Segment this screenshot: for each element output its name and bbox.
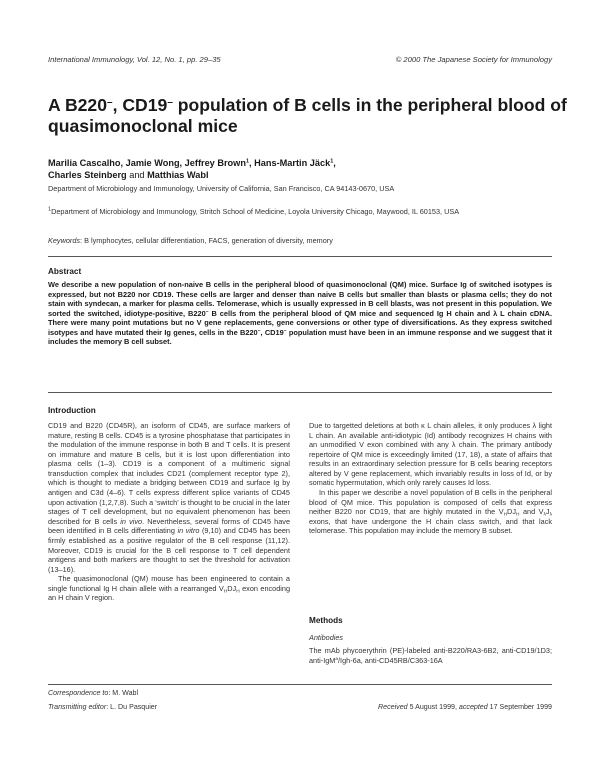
methods-heading: Methods	[309, 616, 343, 625]
copyright-notice: © 2000 The Japanese Society for Immunology	[395, 55, 552, 64]
affiliation-ucsf: Department of Microbiology and Immunology, University of California, San Francisco, CA 94143-0670, USA	[48, 184, 395, 193]
divider-abstract	[48, 392, 552, 393]
left-column	[48, 421, 290, 603]
journal-citation: International Immunology, Vol. 12, No. 1, pp. 29–35	[48, 55, 221, 64]
abstract-text: We describe a new population of non-naive B cells in the peripheral blood of quasimonoclonal (QM) mice. Surface Ig of switched isotypes is expressed, but not B220 nor CD19. These cells are larger and denser than naive B cells but smaller than blasts or plasma cells; they do not stain with syndecan, a marker for plasma cells. Telomerase, which is usually expressed in B cell blasts, was not present in this population. We sorted the switched, idiotype-positive, B220– B cells from the peripheral blood of QM mice and sequenced Ig H chain and λ L chain cDNA. There were many point mutations but no V gene replacements, gene conversions or other type of diversifications. As they express switched isotypes and have mutated their Ig genes, cells in the B220–, CD19– population must have been in an immune response and we suggest that it includes the memory B cell subset.	[48, 280, 553, 346]
methods-paragraph-1: The mAb phycoerythrin (PE)-labeled anti-B220/RA3-6B2, anti-CD19/1D3; anti-IgM$^a$/Igh-6a, anti-CD45RB/C363-16A	[309, 646, 552, 665]
affiliation-loyola: $^1$Department of Microbiology and Immunology, Stritch School of Medicine, Loyola University Chicago, Maywood, IL 60153, USA	[48, 206, 460, 216]
intro-paragraph-2: The quasimonoclonal (QM) mouse has been engineered to contain a single functional Ig H chain allele with a rearranged $V_HDJ_H$ exon encoding an H chain V region.	[48, 574, 290, 603]
antibodies-subheading: Antibodies	[309, 633, 344, 642]
right-column	[309, 421, 552, 536]
introduction-heading: Introduction	[48, 406, 96, 415]
correspondence-note: Correspondence to: M. Wabl	[48, 689, 139, 697]
divider-top	[48, 256, 552, 257]
intro-paragraph-4: In this paper we describe a novel population of B cells in the peripheral blood of QM mice. This population is composed of cells that express neither B220 nor CD19, that are highly mutated in the $V_HDJ_H$ and $V_\lambda J_\lambda$ exons, that have undergone the H chain class switch, and that lack telomerase. This population may include the memory B subset.	[309, 488, 552, 536]
author-list: Marilia Cascalho, Jamie Wong, Jeffrey Brown$^1$, Hans-Martin Jäck$^1$, Charles Steinberg and Matthias Wabl	[48, 158, 336, 180]
intro-paragraph-1: CD19 and B220 (CD45R), an isoform of CD45, are surface markers of mature, resting B cells. CD45 is a tyrosine phosphatase that participates in the modulation of the immune response in both B and T cells. It is present on immature and mature B cells, but it is lost upon differentiation into plasma cells (1–3). CD19 is a component of a multimeric signal transduction complex that includes CD21 (complement receptor type 2), which is thought to mediate a bridging between CD19 and surface Ig by antigen and C3d (4–6). T cells express different splice variants of CD45 upon activation (1,2,7,8). Such a ‘switch’ is thought to be crucial in the later stages of T cell development, but no equivalent phenomenon has been described for B cells in vivo. Nevertheless, several forms of CD45 have been identified in B cells differentiating in vitro (9,10) and CD45 has been firmly established as a positive regulator of the B cell response (11,12). Moreover, CD19 is crucial for the B cell response to T cell dependent antigens and both markers are thought to set the threshold for activation (13–16).	[48, 421, 291, 574]
divider-footer	[48, 684, 552, 685]
received-accepted-dates: Received 5 August 1999, accepted 17 September 1999	[378, 703, 552, 711]
intro-paragraph-3: Due to targetted deletions at both κ L chain alleles, it only produces λ light L chain. An available anti-idiotypic (Id) antibody recognizes H chains with an unmodified V exon combined with any λ chain. The primary antibody repertoire of QM mice is exceedingly limited (17, 18), a state of affairs that results in an extraordinary selection pressure for B cells bearing receptors altered by V gene replacement, which invariably results in loss of Id, or by somatic hypermutation, which only rarely causes Id loss.	[309, 421, 552, 488]
transmitting-editor-note: Transmitting editor: L. Du Pasquier	[48, 703, 158, 711]
abstract-heading: Abstract	[48, 267, 82, 276]
keywords: Keywords: B lymphocytes, cellular differentiation, FACS, generation of diversity, memory	[48, 236, 333, 245]
article-title: A B220–, CD19– population of B cells in the peripheral blood of quasimonoclonal mice	[48, 95, 567, 136]
